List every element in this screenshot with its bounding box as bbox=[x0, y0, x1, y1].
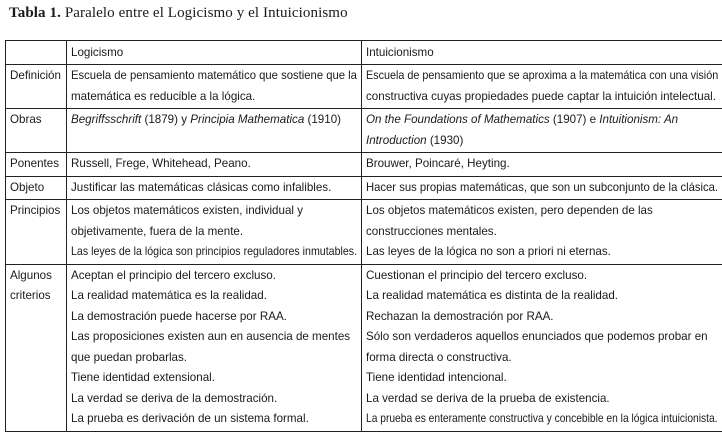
table-row bbox=[6, 109, 722, 153]
header-empty bbox=[6, 41, 67, 65]
row-label: Definición bbox=[6, 65, 67, 109]
comparison-table bbox=[5, 40, 722, 432]
intuicionismo-cell: Brouwer, Poincaré, Heyting. bbox=[362, 153, 722, 177]
header-intuicionismo: Intuicionismo bbox=[362, 41, 722, 65]
header-logicismo: Logicismo bbox=[67, 41, 362, 65]
table-row bbox=[6, 65, 722, 109]
caption-title: Paralelo entre el Logicismo y el Intuicionismo bbox=[64, 5, 348, 21]
work-title: Begriffsschrift bbox=[71, 113, 142, 126]
intuicionismo-cell: Escuela de pensamiento que se aproxima a la matemática con una visión constructiva cuyas propiedades puede captar la intuición intelectual. bbox=[362, 65, 722, 109]
work-title: Principia Mathematica bbox=[190, 113, 305, 126]
work-title: Intuitionism: An bbox=[599, 113, 679, 126]
row-label: Obras bbox=[6, 109, 67, 153]
row-label: Objeto bbox=[6, 176, 67, 200]
intuicionismo-cell: Los objetos matemáticos existen, pero dependen de las construcciones mentales. Las leyes de la lógica no son a priori ni eternas. bbox=[362, 200, 722, 265]
table-row bbox=[6, 200, 722, 265]
row-label: Ponentes bbox=[6, 153, 67, 177]
table-row bbox=[6, 176, 722, 200]
table-caption bbox=[9, 5, 348, 22]
intuicionismo-cell: Hacer sus propias matemáticas, que son un subconjunto de la clásica. bbox=[362, 176, 722, 200]
table-row bbox=[6, 153, 722, 177]
intuicionismo-cell: On the Foundations of Mathematics (1907) e Intuitionism: An Introduction (1930) bbox=[362, 109, 722, 153]
header-row bbox=[6, 41, 722, 65]
logicismo-cell: Aceptan el principio del tercero excluso. La realidad matemática es la realidad. La demostración puede hacerse por RAA. Las proposiciones existen aun en ausencia de mentes que puedan probarlas. Tiene identidad extensional. La verdad se deriva de la demostración. La prueba es derivación de un sistema formal. bbox=[67, 264, 362, 431]
logicismo-cell: Justificar las matemáticas clásicas como infalibles. bbox=[67, 176, 362, 200]
caption-label: Tabla 1. bbox=[9, 5, 61, 21]
intuicionismo-cell: Cuestionan el principio del tercero excluso. La realidad matemática es distinta de la realidad. Rechazan la demostración por RAA. Sólo son verdaderos aquellos enunciados que podemos probar en forma directa o constructiva. Tiene identidad intencional. La verdad se deriva de la prueba de existencia. La prueba es enteramente constructiva y concebible en la lógica intuicionista. bbox=[362, 264, 722, 431]
table-row bbox=[6, 264, 722, 431]
logicismo-cell: Russell, Frege, Whitehead, Peano. bbox=[67, 153, 362, 177]
row-label: Principios bbox=[6, 200, 67, 265]
logicismo-cell: Los objetos matemáticos existen, individual y objetivamente, fuera de la mente. Las leyes de la lógica son principios reguladores inmutables. bbox=[67, 200, 362, 265]
logicismo-cell: Escuela de pensamiento matemático que sostiene que la matemática es reducible a la lógica. bbox=[67, 65, 362, 109]
work-title: On the Foundations of Mathematics bbox=[366, 113, 550, 126]
row-label: Algunos criterios bbox=[6, 264, 67, 431]
logicismo-cell: Begriffsschrift (1879) y Principia Mathematica (1910) bbox=[67, 109, 362, 153]
work-title: Introduction bbox=[366, 133, 427, 147]
